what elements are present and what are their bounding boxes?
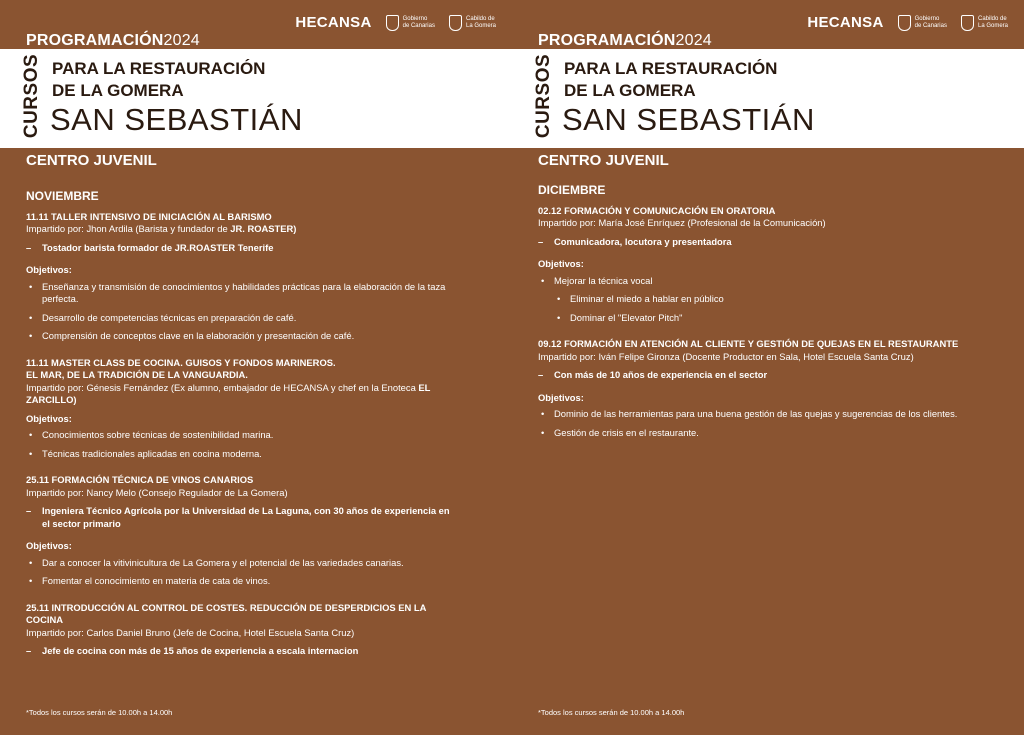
cabildo-line1: Cabildo de	[465, 15, 495, 22]
course-instructor: Impartido por: Carlos Daniel Bruno (Jefe de Cocina, Hotel Escuela Santa Cruz)	[26, 626, 355, 638]
cabildo-gomera-logo	[449, 15, 496, 31]
list-item: • Dominio de las herramientas para una buena gestión de las quejas y sugerencias de los clientes.	[538, 408, 964, 421]
list-item: • Mejorar la técnica vocal	[538, 275, 964, 288]
course-title: 11.11 MASTER CLASS DE COCINA. GUISOS Y FONDOS MARINEROS.	[26, 356, 336, 368]
list-item: • Técnicas tradicionales aplicadas en cocina moderna.	[26, 448, 452, 461]
course-title: 25.11 FORMACIÓN TÉCNICA DE VINOS CANARIOS	[26, 474, 254, 485]
shield-icon	[449, 15, 462, 31]
city-title: SAN SEBASTIÁN	[562, 102, 815, 137]
course-instructor: Impartido por: Iván Felipe Gironza (Docente Productor en Sala, Hotel Escuela Santa Cruz)	[538, 350, 914, 362]
course-detail: – Comunicadora, locutora y presentadora	[538, 235, 732, 247]
logo-bar	[807, 14, 1008, 31]
objectives-list	[538, 408, 964, 439]
shield-icon	[898, 15, 911, 31]
course-list	[538, 184, 964, 453]
course-subtitle: EL MAR, DE LA TRADICIÓN DE LA VANGUARDIA.	[26, 369, 248, 380]
title	[564, 58, 777, 102]
cabildo-line1: Cabildo de	[977, 15, 1007, 22]
title	[52, 58, 265, 102]
cabildo-gomera-logo	[961, 15, 1008, 31]
cabildo-line2: La Gomera	[465, 22, 496, 29]
cursos-vertical-label: CURSOS	[533, 53, 554, 139]
course-item	[26, 474, 452, 588]
course-item	[26, 602, 452, 658]
list-item: • Desarrollo de competencias técnicas en preparación de café.	[26, 312, 452, 325]
list-item: • Enseñanza y transmisión de conocimientos y habilidades prácticas para la elaboración de la taza perfecta.	[26, 281, 452, 306]
course-detail: – Jefe de cocina con más de 15 años de experiencia a escala internacion	[26, 645, 359, 656]
list-item: • Dar a conocer la vitivinicultura de La Gomera y el potencial de las variedades canarias.	[26, 557, 452, 570]
shield-icon	[961, 15, 974, 31]
gobierno-canarias-logo	[386, 15, 435, 31]
list-item: • Eliminar el miedo a hablar en público	[538, 293, 964, 306]
course-instructor: Impartido por: Génesis Fernández (Ex alumno, embajador de HECANSA y chef en la Enoteca EL ZARCILLO)	[26, 381, 431, 405]
city-title: SAN SEBASTIÁN	[50, 102, 303, 137]
shield-icon	[386, 15, 399, 31]
list-item: • Conocimientos sobre técnicas de sostenibilidad marina.	[26, 429, 452, 442]
objectives-label: Objetivos:	[26, 540, 72, 551]
objectives-list	[538, 275, 964, 288]
gobierno-canarias-logo	[898, 15, 947, 31]
footnote: *Todos los cursos serán de 10.00h a 14.00h	[26, 708, 173, 717]
course-item	[26, 211, 452, 343]
cursos-vertical-label: CURSOS	[21, 53, 42, 139]
course-detail: – Tostador barista formador de JR.ROASTER Tenerife	[26, 241, 274, 253]
title-line2: DE LA GOMERA	[564, 81, 696, 100]
programacion-heading	[538, 32, 712, 50]
course-item	[538, 205, 964, 325]
course-title: 09.12 FORMACIÓN EN ATENCIÓN AL CLIENTE Y GESTIÓN DE QUEJAS EN EL RESTAURANTE	[538, 338, 959, 349]
logo-bar	[295, 14, 496, 31]
footnote: *Todos los cursos serán de 10.00h a 14.00h	[538, 708, 685, 717]
programacion-year: 2024	[163, 32, 200, 49]
course-instructor: Impartido por: Nancy Melo (Consejo Regulador de La Gomera)	[26, 486, 288, 498]
venue-heading: CENTRO JUVENIL	[538, 152, 669, 169]
list-item: • Dominar el "Elevator Pitch"	[538, 312, 964, 325]
title-line2: DE LA GOMERA	[52, 81, 184, 100]
list-item: • Fomentar el conocimiento en materia de cata de vinos.	[26, 575, 452, 588]
objectives-label: Objetivos:	[26, 264, 72, 275]
title-line1: PARA LA RESTAURACIÓN	[52, 59, 266, 78]
course-instructor: Impartido por: María José Enríquez (Profesional de la Comunicación)	[538, 217, 826, 228]
course-title: 02.12 FORMACIÓN Y COMUNICACIÓN EN ORATORIA	[538, 204, 776, 216]
objectives-list	[26, 557, 452, 588]
gobierno-line2: de Canarias	[402, 22, 435, 29]
title-line1: PARA LA RESTAURACIÓN	[564, 59, 778, 78]
hecansa-logo-mark: HECANSA	[807, 14, 884, 31]
course-list	[26, 190, 452, 672]
programacion-label: PROGRAMACIÓN	[26, 32, 164, 49]
gobierno-line2: de Canarias	[914, 22, 947, 29]
programacion-heading	[26, 32, 200, 50]
objectives-list	[26, 429, 452, 460]
sub-objectives-list	[538, 293, 964, 324]
course-detail: – Con más de 10 años de experiencia en el sector	[538, 369, 768, 380]
objectives-list	[26, 281, 452, 343]
gobierno-line1: Gobierno	[914, 15, 940, 22]
course-item	[538, 338, 964, 439]
gobierno-line1: Gobierno	[402, 15, 428, 22]
right-page	[512, 0, 1024, 735]
month-heading: DICIEMBRE	[538, 183, 606, 197]
hecansa-logo	[295, 14, 371, 31]
list-item: • Comprensión de conceptos clave en la elaboración y presentación de café.	[26, 330, 452, 343]
month-heading: NOVIEMBRE	[26, 189, 99, 203]
objectives-label: Objetivos:	[26, 412, 72, 424]
course-title: 25.11 INTRODUCCIÓN AL CONTROL DE COSTES. REDUCCIÓN DE DESPERDICIOS EN LA COCINA	[26, 601, 427, 625]
programacion-label: PROGRAMACIÓN	[538, 32, 676, 49]
programacion-year: 2024	[675, 32, 712, 49]
hecansa-logo-mark: HECANSA	[295, 14, 372, 31]
course-title: 11.11 TALLER INTENSIVO DE INICIACIÓN AL BARISMO	[26, 210, 272, 222]
objectives-label: Objetivos:	[538, 258, 584, 269]
course-item	[26, 357, 452, 461]
course-detail: – Ingeniera Técnico Agrícola por la Universidad de La Laguna, con 30 años de experiencia en el sector primario	[26, 505, 450, 529]
list-item: • Gestión de crisis en el restaurante.	[538, 427, 964, 440]
objectives-label: Objetivos:	[538, 391, 584, 403]
venue-heading: CENTRO JUVENIL	[26, 152, 157, 169]
hecansa-logo	[807, 14, 883, 31]
course-instructor: Impartido por: Jhon Ardila (Barista y fundador de JR. ROASTER)	[26, 223, 297, 234]
cabildo-line2: La Gomera	[977, 22, 1008, 29]
